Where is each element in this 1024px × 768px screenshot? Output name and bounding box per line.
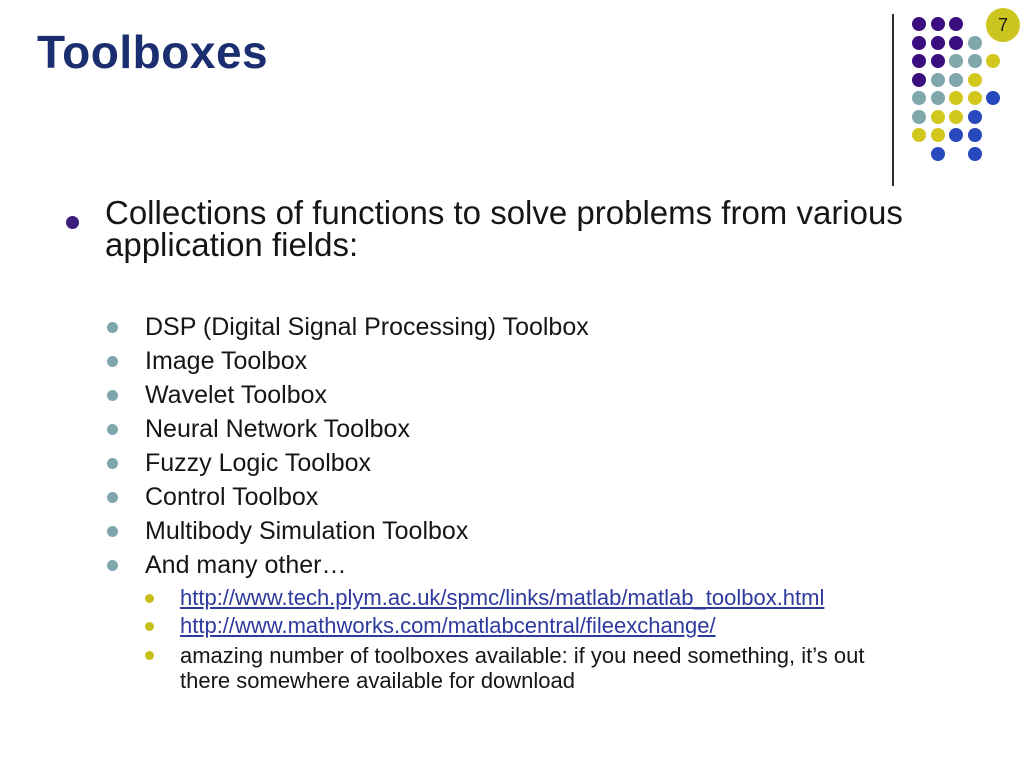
- bullet-icon: [66, 216, 79, 229]
- dot: [912, 36, 926, 50]
- dot: [912, 110, 926, 124]
- bullet-icon: [107, 356, 118, 367]
- dot: [968, 91, 982, 105]
- dot: [968, 128, 982, 142]
- bullet-icon: [145, 594, 154, 603]
- dot: [986, 54, 1000, 68]
- dot: [986, 91, 1000, 105]
- toolbox-item: [107, 412, 589, 446]
- divider-line: [892, 14, 894, 186]
- dot: [931, 110, 945, 124]
- dot: [912, 54, 926, 68]
- dot: [949, 110, 963, 124]
- toolbox-item: [107, 344, 589, 378]
- bullet-icon: [107, 458, 118, 469]
- dot: [931, 147, 945, 161]
- intro-text: Collections of functions to solve problems from various application fields:: [105, 194, 903, 263]
- toolbox-item: [107, 446, 589, 480]
- note-item: [145, 643, 892, 693]
- dot: [912, 73, 926, 87]
- toolbox-item: [107, 548, 589, 582]
- toolbox-item: [107, 480, 589, 514]
- toolbox-item: [107, 310, 589, 344]
- link-item: [145, 584, 892, 612]
- page-number-badge: [986, 8, 1020, 42]
- toolbox-item: [107, 378, 589, 412]
- dot: [949, 128, 963, 142]
- intro-bullet-item: [66, 194, 996, 263]
- bullet-icon: [145, 622, 154, 631]
- dot: [931, 17, 945, 31]
- bullet-icon: [107, 424, 118, 435]
- link-item: [145, 612, 892, 640]
- toolbox-label: DSP (Digital Signal Processing) Toolbox: [145, 312, 589, 341]
- toolbox-item: [107, 514, 589, 548]
- toolbox-label: Fuzzy Logic Toolbox: [145, 448, 372, 477]
- dot: [968, 54, 982, 68]
- bullet-icon: [145, 651, 154, 660]
- note-text: amazing number of toolboxes available: if you need something, it’s out there somewhere available for download: [180, 643, 865, 693]
- bullet-icon: [107, 492, 118, 503]
- dot: [949, 36, 963, 50]
- toolbox-label: Neural Network Toolbox: [145, 414, 410, 443]
- toolbox-label: And many other…: [145, 550, 347, 579]
- dot: [949, 73, 963, 87]
- dot: [912, 17, 926, 31]
- slide-title: Toolboxes: [37, 26, 269, 78]
- link-tech-plym[interactable]: http://www.tech.plym.ac.uk/spmc/links/matlab/matlab_toolbox.html: [180, 585, 825, 610]
- dot: [931, 36, 945, 50]
- dot: [968, 73, 982, 87]
- dot: [912, 91, 926, 105]
- toolbox-label: Wavelet Toolbox: [145, 380, 328, 409]
- page-number: 7: [997, 14, 1008, 35]
- link-mathworks[interactable]: http://www.mathworks.com/matlabcentral/fileexchange/: [180, 613, 716, 638]
- bullet-icon: [107, 526, 118, 537]
- dot: [968, 147, 982, 161]
- bullet-icon: [107, 322, 118, 333]
- dot: [949, 54, 963, 68]
- toolbox-label: Image Toolbox: [145, 346, 308, 375]
- dot: [931, 128, 945, 142]
- bullet-icon: [107, 390, 118, 401]
- dot: [931, 73, 945, 87]
- resources-list: [145, 584, 892, 693]
- toolbox-label: Control Toolbox: [145, 482, 319, 511]
- dot: [968, 36, 982, 50]
- dot: [912, 128, 926, 142]
- dot: [931, 91, 945, 105]
- dot: [949, 91, 963, 105]
- bullet-icon: [107, 560, 118, 571]
- toolbox-label: Multibody Simulation Toolbox: [145, 516, 469, 545]
- dot: [968, 110, 982, 124]
- dot: [949, 17, 963, 31]
- toolbox-list: [107, 310, 589, 582]
- dot: [931, 54, 945, 68]
